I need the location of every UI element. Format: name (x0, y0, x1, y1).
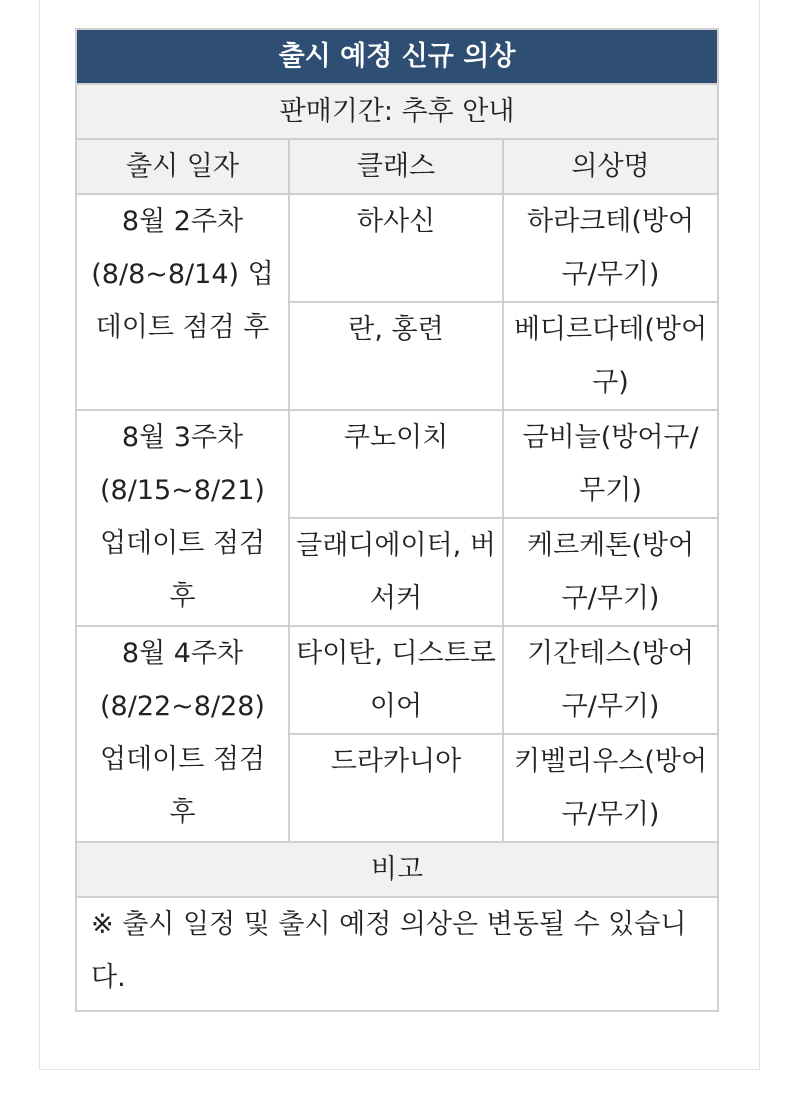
sale-period: 판매기간: 추후 안내 (76, 84, 718, 139)
costume-cell: 금비늘(방어구/무기) (503, 410, 718, 518)
class-cell: 드라카니아 (289, 734, 503, 842)
remarks-text: ※ 출시 일정 및 출시 예정 의상은 변동될 수 있습니다. (76, 897, 718, 1011)
class-cell: 타이탄, 디스트로이어 (289, 626, 503, 734)
release-date-week3: 8월 3주차 (8/15~8/21) 업데이트 점검 후 (76, 410, 289, 626)
header-class: 클래스 (289, 139, 503, 194)
class-cell: 글래디에이터, 버서커 (289, 518, 503, 626)
costume-cell: 키벨리우스(방어구/무기) (503, 734, 718, 842)
table-row (76, 626, 718, 734)
table-row (76, 410, 718, 518)
release-schedule-table (75, 28, 719, 1012)
costume-cell: 케르케톤(방어구/무기) (503, 518, 718, 626)
table-title: 출시 예정 신규 의상 (76, 29, 718, 84)
class-cell: 하사신 (289, 194, 503, 302)
class-cell: 란, 홍련 (289, 302, 503, 410)
costume-cell: 하라크테(방어구/무기) (503, 194, 718, 302)
class-cell: 쿠노이치 (289, 410, 503, 518)
costume-cell: 베디르다테(방어구) (503, 302, 718, 410)
release-date-week4: 8월 4주차 (8/22~8/28) 업데이트 점검 후 (76, 626, 289, 842)
table-row (76, 194, 718, 302)
release-date-week2: 8월 2주차 (8/8~8/14) 업데이트 점검 후 (76, 194, 289, 410)
remarks-header: 비고 (76, 842, 718, 897)
costume-cell: 기간테스(방어구/무기) (503, 626, 718, 734)
header-costume-name: 의상명 (503, 139, 718, 194)
header-release-date: 출시 일자 (76, 139, 289, 194)
